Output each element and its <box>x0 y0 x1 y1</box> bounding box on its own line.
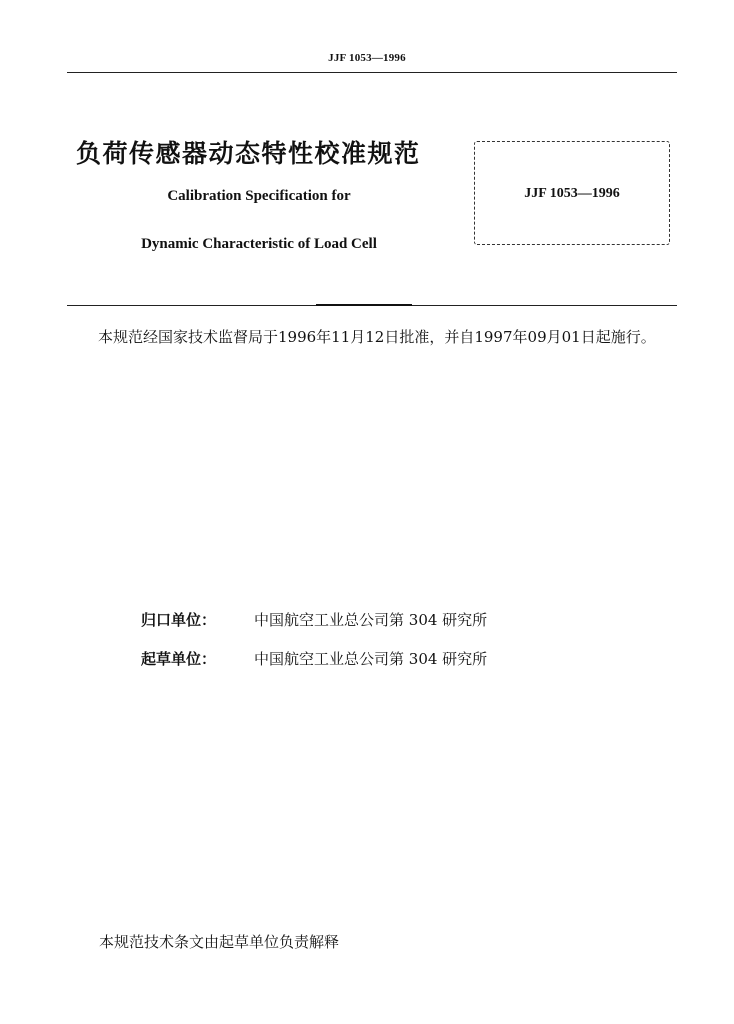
drafting-unit-label: 起草单位： <box>141 650 217 668</box>
standard-code-box-text: JJF 1053—1996 <box>524 186 620 201</box>
responsible-unit-row <box>141 609 487 630</box>
responsible-unit-label: 归口单位： <box>141 611 217 629</box>
title-english-line2: Dynamic Characteristic of Load Cell <box>141 236 377 252</box>
drafting-unit-row <box>141 648 487 669</box>
title-chinese: 负荷传感器动态特性校准规范 <box>76 139 421 168</box>
drafting-unit-value: 中国航空工业总公司第 304 研究所 <box>254 650 488 668</box>
title-english-line1: Calibration Specification for <box>167 188 351 204</box>
approval-statement: 本规范经国家技术监督局于1996年11月12日批准，并自1997年09月01日起施行。 <box>98 328 656 346</box>
header-standard-code: JJF 1053—1996 <box>328 52 406 64</box>
interpretation-note: 本规范技术条文由起草单位负责解释 <box>99 933 340 951</box>
section-divider-accent <box>316 304 412 306</box>
header-rule <box>67 72 677 73</box>
standard-code-box <box>474 141 670 245</box>
responsible-unit-value: 中国航空工业总公司第 304 研究所 <box>254 611 488 629</box>
